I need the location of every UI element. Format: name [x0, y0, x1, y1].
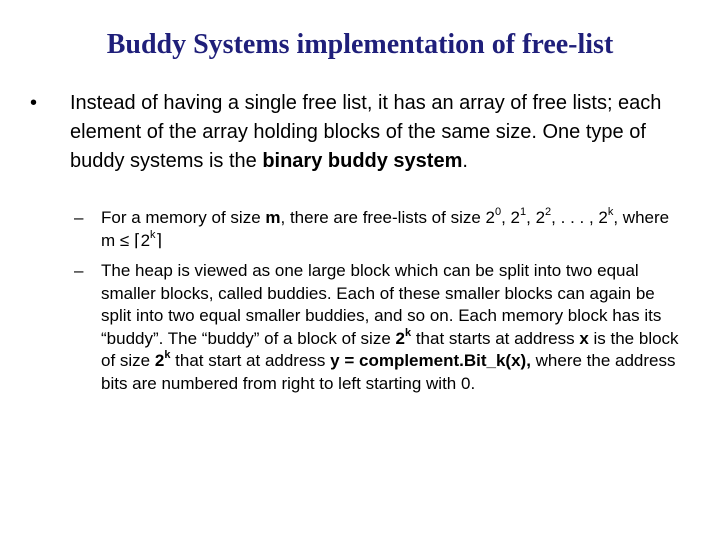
sub2-bold-3-base: 2 — [154, 351, 165, 370]
sub1-text-6: , where m ≤ ⌈2 — [101, 208, 670, 250]
sub-bullet-marker: – — [74, 208, 84, 227]
sub2-bold-x: x — [579, 328, 589, 348]
sub-bullet-heap — [74, 260, 684, 395]
bullet-text-part1: Instead of having a single free list, it has an array of free lists; each element of the array holding blocks of the same size. One type of buddy systems is the — [70, 92, 662, 172]
sub2-text-5: where the address bits are numbered from right to left starting with 0. — [101, 351, 676, 393]
sub2-bold-1-base: 2 — [395, 328, 405, 348]
slide-title: Buddy Systems implementation of free-list — [106, 29, 614, 60]
sub1-text-7: ⌉ — [155, 230, 163, 250]
sub-bullet-text — [101, 260, 684, 395]
sub1-text-1: For a memory of size — [101, 208, 266, 227]
bullet-bold-term: binary buddy system — [262, 150, 463, 172]
sub1-text-2: , there are free-lists of size 2 — [280, 208, 495, 227]
sub-bullet-text — [101, 207, 684, 252]
sub1-exp-0: 0 — [494, 206, 502, 219]
sub2-bold-1-exp: k — [404, 326, 412, 339]
bullet-text-part2: . — [462, 150, 468, 172]
sub2-text-4: that start at address — [170, 351, 331, 370]
sub1-text-3: , 2 — [501, 208, 521, 227]
sub2-text-2: that starts at address — [411, 328, 580, 348]
sub1-text-5: , . . . , 2 — [551, 208, 608, 227]
main-bullet — [30, 89, 680, 176]
sub-bullet-marker: – — [74, 261, 84, 280]
sub1-text-4: , 2 — [526, 208, 546, 227]
main-bullet-text — [70, 89, 680, 176]
sub2-text-1: The heap is viewed as one large block which can be split into two equal smaller blocks, called buddies. Each of these smaller blocks can again be split into two equal smaller buddies, and so on. Each memory block has its “buddy”. The “buddy” of a block of size — [101, 261, 662, 348]
sub2-text-3: is the block of size — [101, 328, 679, 370]
sub1-m: m — [265, 208, 281, 227]
bullet-marker: • — [30, 92, 38, 114]
sub2-bold-1 — [395, 326, 412, 348]
sub1-exp-k: k — [607, 206, 614, 219]
sub1-exp-k2: k — [150, 228, 156, 241]
sub2-bold-3 — [155, 351, 171, 370]
sub1-exp-1: 1 — [520, 206, 527, 219]
sub2-bold-3-exp: k — [164, 349, 171, 362]
sub1-exp-2: 2 — [545, 206, 552, 219]
sub-bullet-memory-size — [74, 207, 684, 252]
sub2-bold-formula: y = complement.Bit_k(x), — [330, 351, 531, 370]
